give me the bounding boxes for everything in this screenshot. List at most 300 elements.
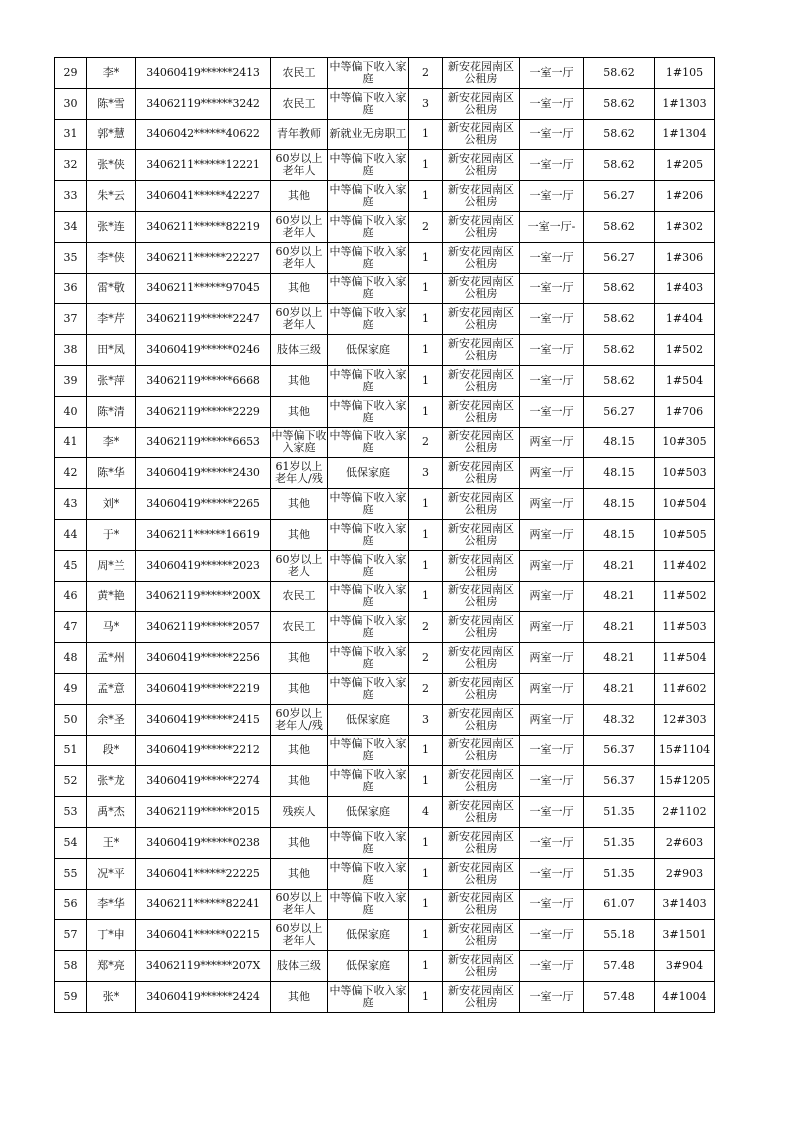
area-cell: 56.27 xyxy=(584,242,655,273)
table-row xyxy=(55,119,715,150)
category-cell: 农民工 xyxy=(271,88,328,119)
id-number-cell: 34060419******2413 xyxy=(136,58,271,89)
name-cell: 况*平 xyxy=(87,858,136,889)
location-cell: 新安花园南区公租房 xyxy=(443,88,520,119)
id-number-cell: 34060419******2415 xyxy=(136,704,271,735)
row-number-cell: 42 xyxy=(55,458,87,489)
name-cell: 陈*华 xyxy=(87,458,136,489)
category-cell: 其他 xyxy=(271,489,328,520)
area-cell: 48.15 xyxy=(584,458,655,489)
unit-number-cell: 11#503 xyxy=(655,612,715,643)
row-number-cell: 40 xyxy=(55,396,87,427)
table-row xyxy=(55,365,715,396)
area-cell: 56.27 xyxy=(584,396,655,427)
table-body xyxy=(55,58,715,1013)
income-type-cell: 中等偏下收入家庭 xyxy=(328,735,409,766)
area-cell: 61.07 xyxy=(584,889,655,920)
id-number-cell: 34062119******6668 xyxy=(136,365,271,396)
name-cell: 马* xyxy=(87,612,136,643)
row-number-cell: 46 xyxy=(55,581,87,612)
category-cell: 残疾人 xyxy=(271,797,328,828)
id-number-cell: 34060419******2430 xyxy=(136,458,271,489)
name-cell: 孟*意 xyxy=(87,673,136,704)
income-type-cell: 中等偏下收入家庭 xyxy=(328,550,409,581)
name-cell: 田*凤 xyxy=(87,335,136,366)
category-cell: 农民工 xyxy=(271,612,328,643)
category-cell: 农民工 xyxy=(271,58,328,89)
area-cell: 48.32 xyxy=(584,704,655,735)
id-number-cell: 3406042******40622 xyxy=(136,119,271,150)
id-number-cell: 3406211******82241 xyxy=(136,889,271,920)
table-row xyxy=(55,458,715,489)
unit-type-cell: 两室一厅 xyxy=(520,519,584,550)
unit-type-cell: 一室一厅 xyxy=(520,242,584,273)
row-number-cell: 52 xyxy=(55,766,87,797)
income-type-cell: 中等偏下收入家庭 xyxy=(328,211,409,242)
unit-type-cell: 一室一厅- xyxy=(520,211,584,242)
row-number-cell: 31 xyxy=(55,119,87,150)
unit-type-cell: 两室一厅 xyxy=(520,704,584,735)
location-cell: 新安花园南区公租房 xyxy=(443,304,520,335)
unit-number-cell: 3#1501 xyxy=(655,920,715,951)
name-cell: 丁*申 xyxy=(87,920,136,951)
unit-type-cell: 两室一厅 xyxy=(520,612,584,643)
unit-number-cell: 2#603 xyxy=(655,827,715,858)
household-size-cell: 1 xyxy=(409,365,443,396)
name-cell: 王* xyxy=(87,827,136,858)
household-size-cell: 1 xyxy=(409,827,443,858)
name-cell: 李*侠 xyxy=(87,242,136,273)
location-cell: 新安花园南区公租房 xyxy=(443,211,520,242)
household-size-cell: 1 xyxy=(409,304,443,335)
area-cell: 48.21 xyxy=(584,673,655,704)
unit-number-cell: 10#504 xyxy=(655,489,715,520)
table-row xyxy=(55,396,715,427)
unit-type-cell: 两室一厅 xyxy=(520,458,584,489)
table-row xyxy=(55,827,715,858)
unit-type-cell: 一室一厅 xyxy=(520,827,584,858)
area-cell: 58.62 xyxy=(584,273,655,304)
table-row xyxy=(55,211,715,242)
location-cell: 新安花园南区公租房 xyxy=(443,827,520,858)
id-number-cell: 3406211******12221 xyxy=(136,150,271,181)
category-cell: 其他 xyxy=(271,981,328,1012)
unit-number-cell: 4#1004 xyxy=(655,981,715,1012)
unit-number-cell: 1#502 xyxy=(655,335,715,366)
unit-number-cell: 11#504 xyxy=(655,643,715,674)
location-cell: 新安花园南区公租房 xyxy=(443,735,520,766)
unit-type-cell: 一室一厅 xyxy=(520,304,584,335)
income-type-cell: 中等偏下收入家庭 xyxy=(328,181,409,212)
table-row xyxy=(55,242,715,273)
row-number-cell: 57 xyxy=(55,920,87,951)
unit-type-cell: 两室一厅 xyxy=(520,643,584,674)
income-type-cell: 低保家庭 xyxy=(328,458,409,489)
unit-type-cell: 一室一厅 xyxy=(520,889,584,920)
unit-type-cell: 一室一厅 xyxy=(520,735,584,766)
name-cell: 段* xyxy=(87,735,136,766)
unit-number-cell: 1#706 xyxy=(655,396,715,427)
unit-type-cell: 两室一厅 xyxy=(520,581,584,612)
unit-type-cell: 一室一厅 xyxy=(520,335,584,366)
table-row xyxy=(55,612,715,643)
id-number-cell: 34062119******3242 xyxy=(136,88,271,119)
row-number-cell: 51 xyxy=(55,735,87,766)
name-cell: 朱*云 xyxy=(87,181,136,212)
unit-number-cell: 15#1205 xyxy=(655,766,715,797)
name-cell: 陈*雪 xyxy=(87,88,136,119)
row-number-cell: 49 xyxy=(55,673,87,704)
area-cell: 48.21 xyxy=(584,550,655,581)
location-cell: 新安花园南区公租房 xyxy=(443,981,520,1012)
location-cell: 新安花园南区公租房 xyxy=(443,519,520,550)
row-number-cell: 43 xyxy=(55,489,87,520)
row-number-cell: 38 xyxy=(55,335,87,366)
table-row xyxy=(55,920,715,951)
id-number-cell: 3406211******82219 xyxy=(136,211,271,242)
area-cell: 58.62 xyxy=(584,58,655,89)
area-cell: 56.37 xyxy=(584,735,655,766)
unit-number-cell: 10#505 xyxy=(655,519,715,550)
unit-number-cell: 11#602 xyxy=(655,673,715,704)
id-number-cell: 34062119******2229 xyxy=(136,396,271,427)
name-cell: 郑*亮 xyxy=(87,951,136,982)
category-cell: 其他 xyxy=(271,365,328,396)
unit-number-cell: 1#306 xyxy=(655,242,715,273)
unit-number-cell: 1#206 xyxy=(655,181,715,212)
category-cell: 其他 xyxy=(271,519,328,550)
household-size-cell: 1 xyxy=(409,335,443,366)
unit-type-cell: 一室一厅 xyxy=(520,981,584,1012)
area-cell: 48.15 xyxy=(584,427,655,458)
table-row xyxy=(55,273,715,304)
table-row xyxy=(55,304,715,335)
category-cell: 肢体三级 xyxy=(271,335,328,366)
id-number-cell: 34060419******2219 xyxy=(136,673,271,704)
category-cell: 61岁以上老年人/残 xyxy=(271,458,328,489)
household-size-cell: 1 xyxy=(409,181,443,212)
household-size-cell: 1 xyxy=(409,489,443,520)
id-number-cell: 34062119******2247 xyxy=(136,304,271,335)
income-type-cell: 中等偏下收入家庭 xyxy=(328,612,409,643)
table-row xyxy=(55,704,715,735)
id-number-cell: 34060419******2212 xyxy=(136,735,271,766)
row-number-cell: 54 xyxy=(55,827,87,858)
location-cell: 新安花园南区公租房 xyxy=(443,581,520,612)
id-number-cell: 34062119******2015 xyxy=(136,797,271,828)
income-type-cell: 中等偏下收入家庭 xyxy=(328,673,409,704)
unit-type-cell: 两室一厅 xyxy=(520,550,584,581)
row-number-cell: 50 xyxy=(55,704,87,735)
unit-type-cell: 两室一厅 xyxy=(520,673,584,704)
row-number-cell: 48 xyxy=(55,643,87,674)
location-cell: 新安花园南区公租房 xyxy=(443,119,520,150)
table-row xyxy=(55,519,715,550)
household-size-cell: 4 xyxy=(409,797,443,828)
row-number-cell: 44 xyxy=(55,519,87,550)
area-cell: 51.35 xyxy=(584,797,655,828)
location-cell: 新安花园南区公租房 xyxy=(443,673,520,704)
category-cell: 其他 xyxy=(271,396,328,427)
location-cell: 新安花园南区公租房 xyxy=(443,612,520,643)
category-cell: 肢体三级 xyxy=(271,951,328,982)
area-cell: 55.18 xyxy=(584,920,655,951)
category-cell: 青年教师 xyxy=(271,119,328,150)
income-type-cell: 中等偏下收入家庭 xyxy=(328,88,409,119)
location-cell: 新安花园南区公租房 xyxy=(443,181,520,212)
table-row xyxy=(55,550,715,581)
id-number-cell: 3406211******22227 xyxy=(136,242,271,273)
income-type-cell: 低保家庭 xyxy=(328,335,409,366)
unit-type-cell: 一室一厅 xyxy=(520,797,584,828)
area-cell: 57.48 xyxy=(584,951,655,982)
name-cell: 郭*慧 xyxy=(87,119,136,150)
household-size-cell: 3 xyxy=(409,704,443,735)
table-row xyxy=(55,643,715,674)
row-number-cell: 47 xyxy=(55,612,87,643)
income-type-cell: 中等偏下收入家庭 xyxy=(328,365,409,396)
household-size-cell: 1 xyxy=(409,119,443,150)
category-cell: 其他 xyxy=(271,766,328,797)
location-cell: 新安花园南区公租房 xyxy=(443,58,520,89)
name-cell: 孟*州 xyxy=(87,643,136,674)
category-cell: 农民工 xyxy=(271,581,328,612)
unit-number-cell: 2#903 xyxy=(655,858,715,889)
area-cell: 48.21 xyxy=(584,612,655,643)
income-type-cell: 中等偏下收入家庭 xyxy=(328,889,409,920)
category-cell: 60岁以上老年人 xyxy=(271,242,328,273)
income-type-cell: 低保家庭 xyxy=(328,704,409,735)
unit-type-cell: 一室一厅 xyxy=(520,58,584,89)
income-type-cell: 新就业无房职工 xyxy=(328,119,409,150)
income-type-cell: 中等偏下收入家庭 xyxy=(328,427,409,458)
area-cell: 57.48 xyxy=(584,981,655,1012)
household-size-cell: 1 xyxy=(409,242,443,273)
unit-number-cell: 1#205 xyxy=(655,150,715,181)
category-cell: 其他 xyxy=(271,273,328,304)
household-size-cell: 3 xyxy=(409,458,443,489)
income-type-cell: 中等偏下收入家庭 xyxy=(328,581,409,612)
location-cell: 新安花园南区公租房 xyxy=(443,766,520,797)
income-type-cell: 低保家庭 xyxy=(328,951,409,982)
table-row xyxy=(55,735,715,766)
unit-type-cell: 一室一厅 xyxy=(520,766,584,797)
table-row xyxy=(55,427,715,458)
area-cell: 58.62 xyxy=(584,335,655,366)
unit-type-cell: 一室一厅 xyxy=(520,119,584,150)
name-cell: 雷*敬 xyxy=(87,273,136,304)
table-row xyxy=(55,858,715,889)
income-type-cell: 中等偏下收入家庭 xyxy=(328,519,409,550)
row-number-cell: 33 xyxy=(55,181,87,212)
category-cell: 其他 xyxy=(271,643,328,674)
row-number-cell: 58 xyxy=(55,951,87,982)
row-number-cell: 32 xyxy=(55,150,87,181)
unit-number-cell: 1#1303 xyxy=(655,88,715,119)
row-number-cell: 55 xyxy=(55,858,87,889)
income-type-cell: 中等偏下收入家庭 xyxy=(328,242,409,273)
table-row xyxy=(55,889,715,920)
category-cell: 其他 xyxy=(271,858,328,889)
category-cell: 其他 xyxy=(271,181,328,212)
row-number-cell: 39 xyxy=(55,365,87,396)
unit-type-cell: 两室一厅 xyxy=(520,489,584,520)
id-number-cell: 3406041******22225 xyxy=(136,858,271,889)
unit-type-cell: 一室一厅 xyxy=(520,858,584,889)
unit-number-cell: 11#402 xyxy=(655,550,715,581)
allocation-table xyxy=(54,57,715,1013)
unit-number-cell: 1#302 xyxy=(655,211,715,242)
id-number-cell: 34062119******2057 xyxy=(136,612,271,643)
unit-number-cell: 1#1304 xyxy=(655,119,715,150)
name-cell: 张*连 xyxy=(87,211,136,242)
unit-type-cell: 一室一厅 xyxy=(520,920,584,951)
location-cell: 新安花园南区公租房 xyxy=(443,920,520,951)
id-number-cell: 34060419******2256 xyxy=(136,643,271,674)
location-cell: 新安花园南区公租房 xyxy=(443,458,520,489)
unit-number-cell: 12#303 xyxy=(655,704,715,735)
row-number-cell: 30 xyxy=(55,88,87,119)
row-number-cell: 41 xyxy=(55,427,87,458)
id-number-cell: 34060419******2265 xyxy=(136,489,271,520)
category-cell: 其他 xyxy=(271,735,328,766)
unit-type-cell: 一室一厅 xyxy=(520,88,584,119)
name-cell: 张*萍 xyxy=(87,365,136,396)
income-type-cell: 低保家庭 xyxy=(328,797,409,828)
name-cell: 李* xyxy=(87,58,136,89)
table-row xyxy=(55,88,715,119)
location-cell: 新安花园南区公租房 xyxy=(443,489,520,520)
table-row xyxy=(55,150,715,181)
category-cell: 60岁以上老年人 xyxy=(271,889,328,920)
income-type-cell: 中等偏下收入家庭 xyxy=(328,396,409,427)
category-cell: 其他 xyxy=(271,673,328,704)
name-cell: 李* xyxy=(87,427,136,458)
household-size-cell: 2 xyxy=(409,643,443,674)
id-number-cell: 3406211******97045 xyxy=(136,273,271,304)
name-cell: 张* xyxy=(87,981,136,1012)
name-cell: 刘* xyxy=(87,489,136,520)
household-size-cell: 1 xyxy=(409,981,443,1012)
name-cell: 周*兰 xyxy=(87,550,136,581)
household-size-cell: 2 xyxy=(409,58,443,89)
household-size-cell: 2 xyxy=(409,612,443,643)
unit-number-cell: 1#105 xyxy=(655,58,715,89)
name-cell: 李*芹 xyxy=(87,304,136,335)
row-number-cell: 35 xyxy=(55,242,87,273)
income-type-cell: 低保家庭 xyxy=(328,920,409,951)
id-number-cell: 3406041******02215 xyxy=(136,920,271,951)
table-row xyxy=(55,181,715,212)
row-number-cell: 37 xyxy=(55,304,87,335)
area-cell: 58.62 xyxy=(584,365,655,396)
household-size-cell: 3 xyxy=(409,88,443,119)
location-cell: 新安花园南区公租房 xyxy=(443,704,520,735)
category-cell: 60岁以上老年人 xyxy=(271,304,328,335)
row-number-cell: 59 xyxy=(55,981,87,1012)
table-row xyxy=(55,581,715,612)
row-number-cell: 45 xyxy=(55,550,87,581)
id-number-cell: 34062119******207X xyxy=(136,951,271,982)
unit-number-cell: 2#1102 xyxy=(655,797,715,828)
income-type-cell: 中等偏下收入家庭 xyxy=(328,489,409,520)
id-number-cell: 34060419******2424 xyxy=(136,981,271,1012)
unit-number-cell: 10#305 xyxy=(655,427,715,458)
name-cell: 余*圣 xyxy=(87,704,136,735)
household-size-cell: 1 xyxy=(409,581,443,612)
household-size-cell: 1 xyxy=(409,889,443,920)
household-size-cell: 1 xyxy=(409,920,443,951)
table-row xyxy=(55,489,715,520)
name-cell: 黄*艳 xyxy=(87,581,136,612)
unit-number-cell: 10#503 xyxy=(655,458,715,489)
household-size-cell: 1 xyxy=(409,766,443,797)
unit-number-cell: 11#502 xyxy=(655,581,715,612)
location-cell: 新安花园南区公租房 xyxy=(443,365,520,396)
unit-type-cell: 一室一厅 xyxy=(520,181,584,212)
income-type-cell: 中等偏下收入家庭 xyxy=(328,304,409,335)
area-cell: 48.21 xyxy=(584,643,655,674)
location-cell: 新安花园南区公租房 xyxy=(443,335,520,366)
household-size-cell: 1 xyxy=(409,273,443,304)
household-size-cell: 1 xyxy=(409,735,443,766)
area-cell: 51.35 xyxy=(584,827,655,858)
id-number-cell: 3406041******42227 xyxy=(136,181,271,212)
id-number-cell: 34062119******6653 xyxy=(136,427,271,458)
area-cell: 48.15 xyxy=(584,519,655,550)
location-cell: 新安花园南区公租房 xyxy=(443,242,520,273)
id-number-cell: 34060419******0238 xyxy=(136,827,271,858)
name-cell: 李*华 xyxy=(87,889,136,920)
household-size-cell: 1 xyxy=(409,396,443,427)
household-size-cell: 2 xyxy=(409,673,443,704)
unit-type-cell: 一室一厅 xyxy=(520,273,584,304)
household-size-cell: 1 xyxy=(409,951,443,982)
unit-number-cell: 3#904 xyxy=(655,951,715,982)
area-cell: 48.15 xyxy=(584,489,655,520)
household-size-cell: 1 xyxy=(409,550,443,581)
id-number-cell: 34060419******2274 xyxy=(136,766,271,797)
household-size-cell: 2 xyxy=(409,427,443,458)
id-number-cell: 34060419******2023 xyxy=(136,550,271,581)
location-cell: 新安花园南区公租房 xyxy=(443,889,520,920)
table-row xyxy=(55,335,715,366)
location-cell: 新安花园南区公租房 xyxy=(443,643,520,674)
category-cell: 60岁以上老人 xyxy=(271,550,328,581)
unit-number-cell: 1#404 xyxy=(655,304,715,335)
income-type-cell: 中等偏下收入家庭 xyxy=(328,858,409,889)
row-number-cell: 56 xyxy=(55,889,87,920)
unit-number-cell: 3#1403 xyxy=(655,889,715,920)
location-cell: 新安花园南区公租房 xyxy=(443,273,520,304)
area-cell: 58.62 xyxy=(584,304,655,335)
category-cell: 60岁以上老年人 xyxy=(271,150,328,181)
income-type-cell: 中等偏下收入家庭 xyxy=(328,766,409,797)
table-row xyxy=(55,981,715,1012)
category-cell: 60岁以上老年人 xyxy=(271,920,328,951)
location-cell: 新安花园南区公租房 xyxy=(443,396,520,427)
id-number-cell: 34060419******0246 xyxy=(136,335,271,366)
unit-type-cell: 一室一厅 xyxy=(520,951,584,982)
area-cell: 56.27 xyxy=(584,181,655,212)
area-cell: 58.62 xyxy=(584,211,655,242)
household-size-cell: 2 xyxy=(409,211,443,242)
table-row xyxy=(55,673,715,704)
category-cell: 60岁以上老年人 xyxy=(271,211,328,242)
id-number-cell: 34062119******200X xyxy=(136,581,271,612)
income-type-cell: 中等偏下收入家庭 xyxy=(328,827,409,858)
category-cell: 中等偏下收入家庭 xyxy=(271,427,328,458)
